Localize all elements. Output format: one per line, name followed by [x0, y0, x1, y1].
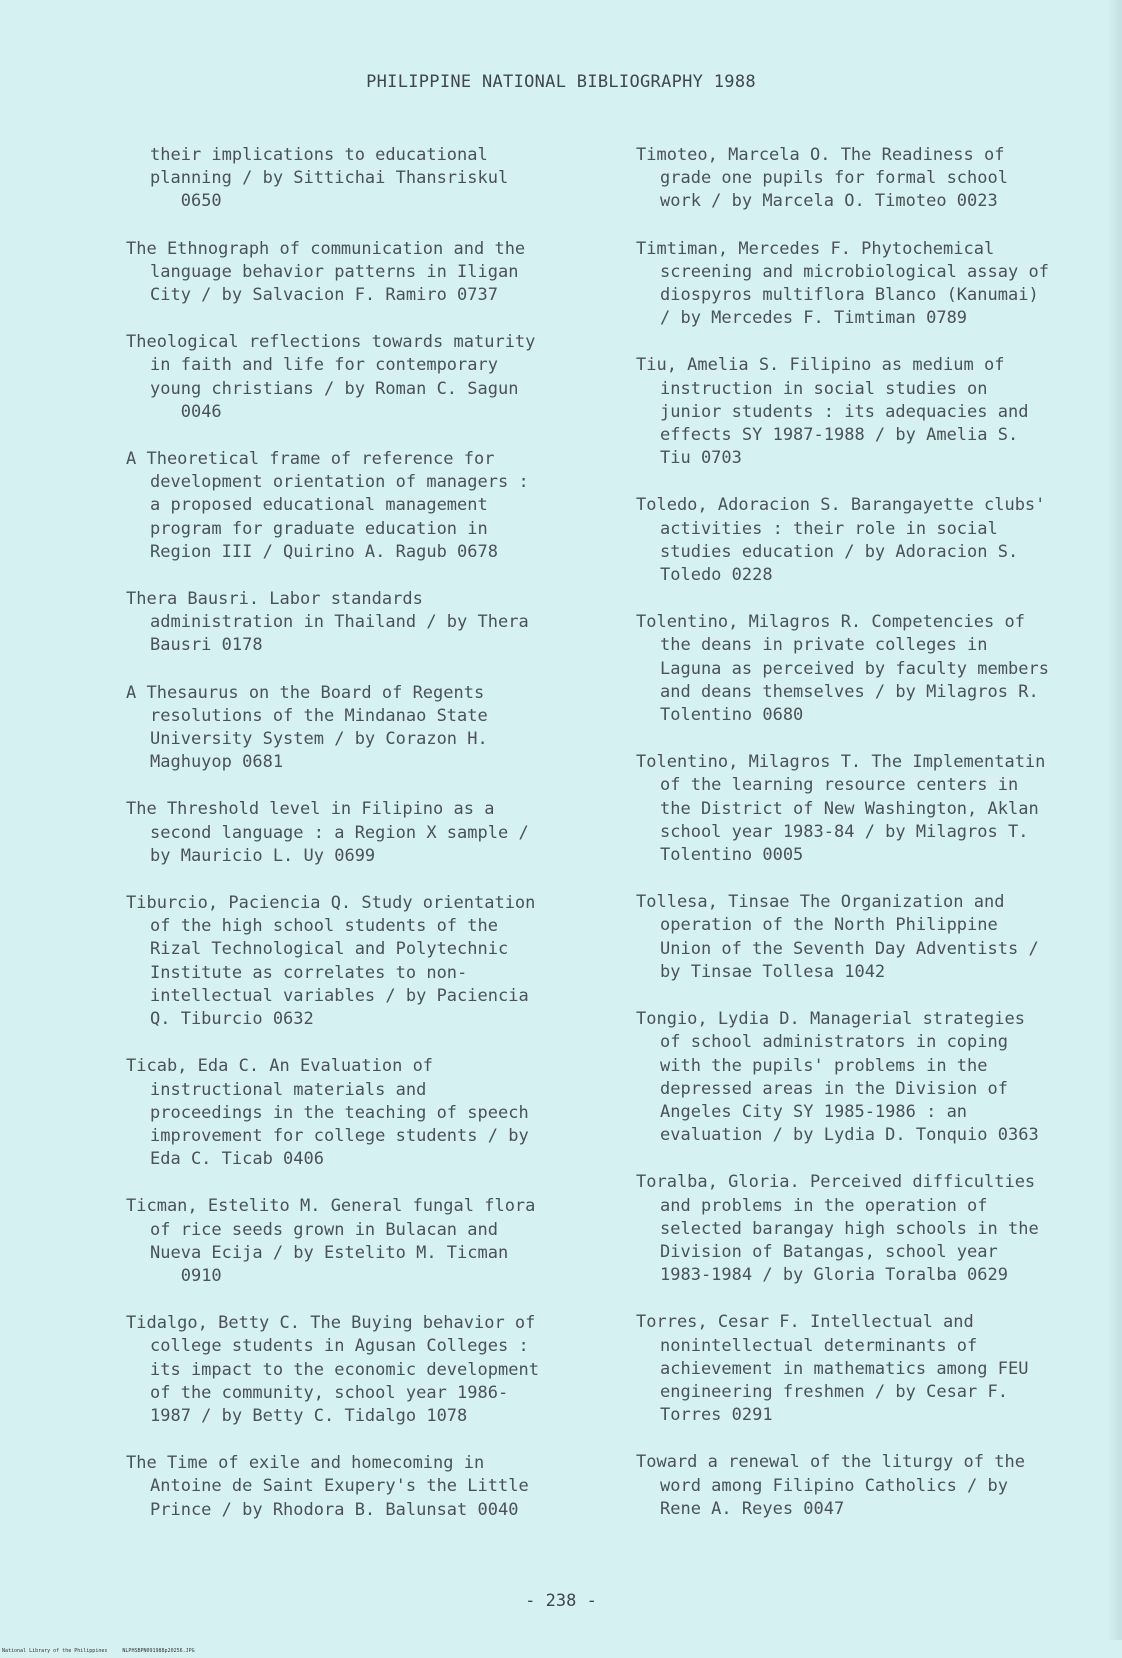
bibliography-entry: Timoteo, Marcela O. The Readiness of grade one pupils for formal school work / by Marcela O. Timoteo 0023: [636, 145, 1008, 212]
bibliography-entry: Tidalgo, Betty C. The Buying behavior of college students in Agusan Colleges : its impact to the economic development of the community, school year 1986- 1987 / by Betty C. Tidalgo 1078: [126, 1313, 539, 1426]
left-column: [126, 144, 596, 1546]
bibliography-entry: Tiu, Amelia S. Filipino as medium of instruction in social studies on junior students : its adequacies and effects SY 1987-1988 / by Amelia S. Tiu 0703: [636, 355, 1029, 469]
right-column: [636, 144, 1106, 1545]
bibliography-entry: Toward a renewal of the liturgy of the word among Filipino Catholics / by Rene A. Reyes 0047: [636, 1452, 1025, 1519]
scan-footer: National Library of the Philippines NLPHSBPN091988p20256.JPG: [2, 1648, 195, 1654]
bibliography-entry: Theological reflections towards maturity in faith and life for contemporary young christians / by Roman C. Sagun 0046: [126, 332, 536, 422]
bibliography-entry: A Theoretical frame of reference for development orientation of managers : a proposed educational management program for graduate education in Region III / Quirino A. Ragub 0678: [126, 449, 529, 562]
bibliography-entry: Tongio, Lydia D. Managerial strategies of school administrators in coping with the pupils' problems in the depressed areas in the Division of Angeles City SY 1985-1986 : an evaluation / by Lydia D. Tonquio 0363: [636, 1009, 1039, 1146]
bibliography-entry: Torres, Cesar F. Intellectual and nonintellectual determinants of achievement in mathematics among FEU engineering freshmen / by Cesar F. Torres 0291: [636, 1312, 1029, 1426]
bibliography-entry: The Ethnograph of communication and the language behavior patterns in Iligan City / by Salvacion F. Ramiro 0737: [126, 238, 526, 306]
page-header: PHILIPPINE NATIONAL BIBLIOGRAPHY 1988: [366, 72, 756, 92]
bibliography-entry: their implications to educational planning / by Sittichai Thansriskul 0650: [150, 145, 509, 212]
bibliography-entry: Toralba, Gloria. Perceived difficulties and problems in the operation of selected barangay high schools in the Division of Batangas, school year 1983-1984 / by Gloria Toralba 0629: [636, 1172, 1039, 1286]
bibliography-entry: Tolentino, Milagros T. The Implementatin of the learning resource centers in the District of New Washington, Aklan school year 1983-84 / by Milagros T. Tolentino 0005: [636, 752, 1046, 866]
bibliography-entry: Timtiman, Mercedes F. Phytochemical screening and microbiological assay of diospyros multiflora Blanco (Kanumai) / by Mercedes F. Timtiman 0789: [636, 238, 1049, 329]
bibliography-entry: The Threshold level in Filipino as a second language : a Region X sample / by Mauricio L. Uy 0699: [126, 799, 529, 866]
bibliography-entry: The Time of exile and homecoming in Antoine de Saint Exupery's the Little Prince / by Rhodora B. Balunsat 0040: [126, 1453, 529, 1520]
bibliography-entry: Tollesa, Tinsae The Organization and operation of the North Philippine Union of the Seventh Day Adventists / by Tinsae Tollesa 1042: [636, 892, 1039, 982]
bibliography-entry: A Thesaurus on the Board of Regents resolutions of the Mindanao State University System / by Corazon H. Maghuyop 0681: [126, 682, 488, 773]
bibliography-entry: Tiburcio, Paciencia Q. Study orientation of the high school students of the Rizal Technological and Polytechnic Institute as correlates to non- intellectual variables / by Paciencia Q. Tiburcio 0632: [126, 893, 536, 1030]
page-number: - 238 -: [525, 1591, 597, 1611]
bibliography-entry: Toledo, Adoracion S. Barangayette clubs' activities : their role in social studies education / by Adoracion S. Toledo 0228: [636, 495, 1046, 586]
bibliography-entry: Ticman, Estelito M. General fungal flora of rice seeds grown in Bulacan and Nueva Ecija / by Estelito M. Ticman 0910: [126, 1196, 536, 1286]
page-edge-shadow: [1108, 0, 1122, 1640]
bibliography-entry: Ticab, Eda C. An Evaluation of instructional materials and proceedings in the teaching of speech improvement for college students / by Eda C. Ticab 0406: [126, 1056, 529, 1170]
bibliography-entry: Tolentino, Milagros R. Competencies of the deans in private colleges in Laguna as perceived by faculty members and deans themselves / by Milagros R. Tolentino 0680: [636, 612, 1049, 726]
bibliography-entry: Thera Bausri. Labor standards administration in Thailand / by Thera Bausri 0178: [126, 589, 529, 656]
